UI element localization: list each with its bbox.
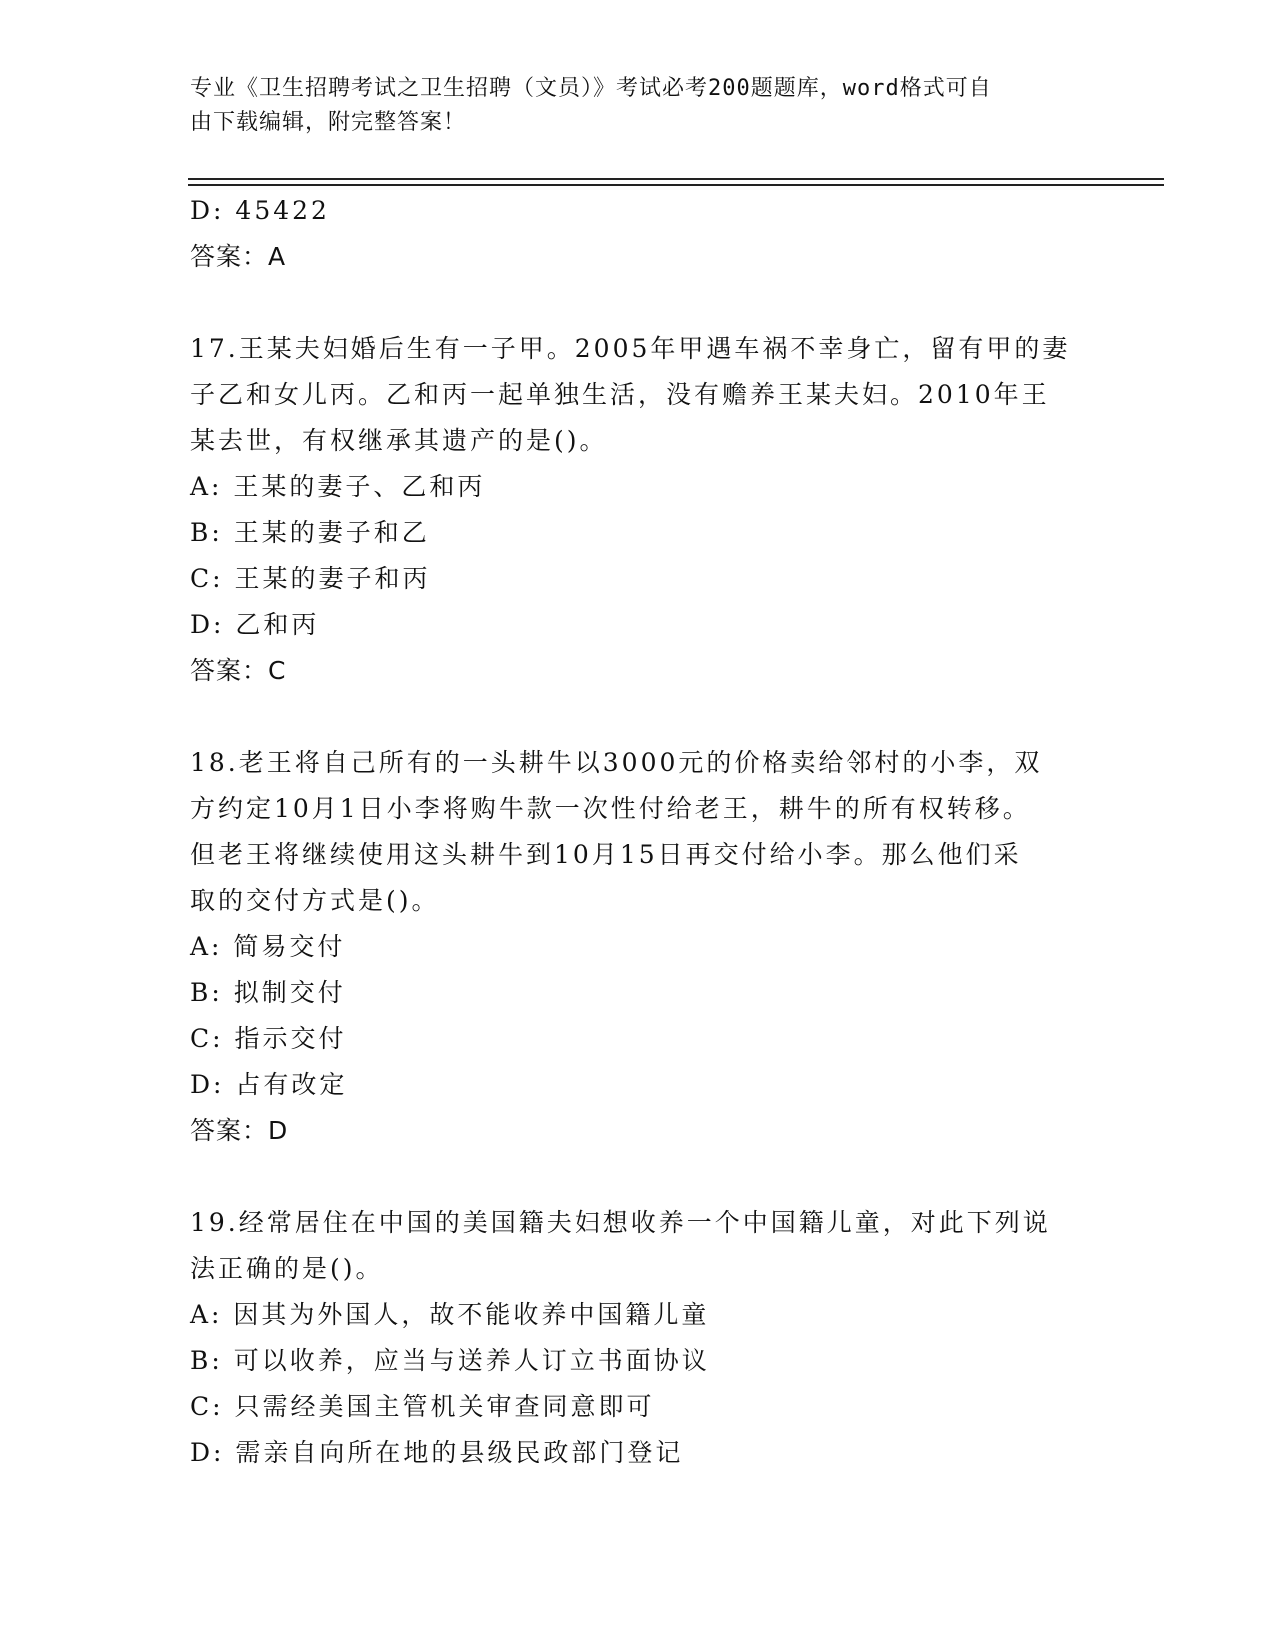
header-divider-top — [188, 178, 1164, 180]
option-d: D: 乙和丙 — [190, 610, 320, 639]
option-c: C: 王某的妻子和丙 — [190, 564, 431, 593]
option-c: C: 指示交付 — [190, 1024, 347, 1053]
answer-line: 答案：A — [190, 242, 287, 271]
question-text-line: 19.经常居住在中国的美国籍夫妇想收养一个中国籍儿童，对此下列说 — [190, 1208, 1051, 1237]
document-header — [190, 72, 1090, 140]
header-divider-bottom — [188, 184, 1164, 186]
answer-line: 答案：C — [190, 656, 287, 685]
question-18 — [190, 740, 1090, 1154]
question-19 — [190, 1200, 1090, 1476]
option-d: D: 需亲自向所在地的县级民政部门登记 — [190, 1438, 684, 1467]
option-c: C: 只需经美国主管机关审查同意即可 — [190, 1392, 655, 1421]
question-text-line: 取的交付方式是()。 — [190, 886, 440, 915]
question-17 — [190, 326, 1090, 694]
option-a: A: 简易交付 — [190, 932, 346, 961]
option-b: B: 可以收养，应当与送养人订立书面协议 — [190, 1346, 710, 1375]
question-text-line: 某去世，有权继承其遗产的是()。 — [190, 426, 608, 455]
answer-line: 答案：D — [190, 1116, 289, 1145]
question-text-line: 但老王将继续使用这头耕牛到10月15日再交付给小李。那么他们采 — [190, 840, 1022, 869]
option-d: D: 45422 — [190, 196, 330, 225]
question-text-line: 17.王某夫妇婚后生有一子甲。2005年甲遇车祸不幸身亡，留有甲的妻 — [190, 334, 1071, 363]
question-text-line: 子乙和女儿丙。乙和丙一起单独生活，没有赡养王某夫妇。2010年王 — [190, 380, 1050, 409]
spacer — [190, 694, 1090, 740]
spacer — [190, 280, 1090, 326]
option-b: B: 拟制交付 — [190, 978, 346, 1007]
previous-question-tail — [190, 188, 1090, 280]
header-line-1: 专业《卫生招聘考试之卫生招聘（文员）》考试必考200题题库，word格式可自 — [190, 76, 992, 101]
question-text-line: 法正确的是()。 — [190, 1254, 384, 1283]
document-body — [190, 188, 1090, 1476]
option-b: B: 王某的妻子和乙 — [190, 518, 430, 547]
question-text-line: 18.老王将自己所有的一头耕牛以3000元的价格卖给邻村的小李，双 — [190, 748, 1043, 777]
question-text-line: 方约定10月1日小李将购牛款一次性付给老王，耕牛的所有权转移。 — [190, 794, 1031, 823]
option-a: A: 王某的妻子、乙和丙 — [190, 472, 486, 501]
spacer — [190, 1154, 1090, 1200]
option-d: D: 占有改定 — [190, 1070, 348, 1099]
option-a: A: 因其为外国人，故不能收养中国籍儿童 — [190, 1300, 710, 1329]
header-line-2: 由下载编辑，附完整答案！ — [190, 110, 467, 135]
